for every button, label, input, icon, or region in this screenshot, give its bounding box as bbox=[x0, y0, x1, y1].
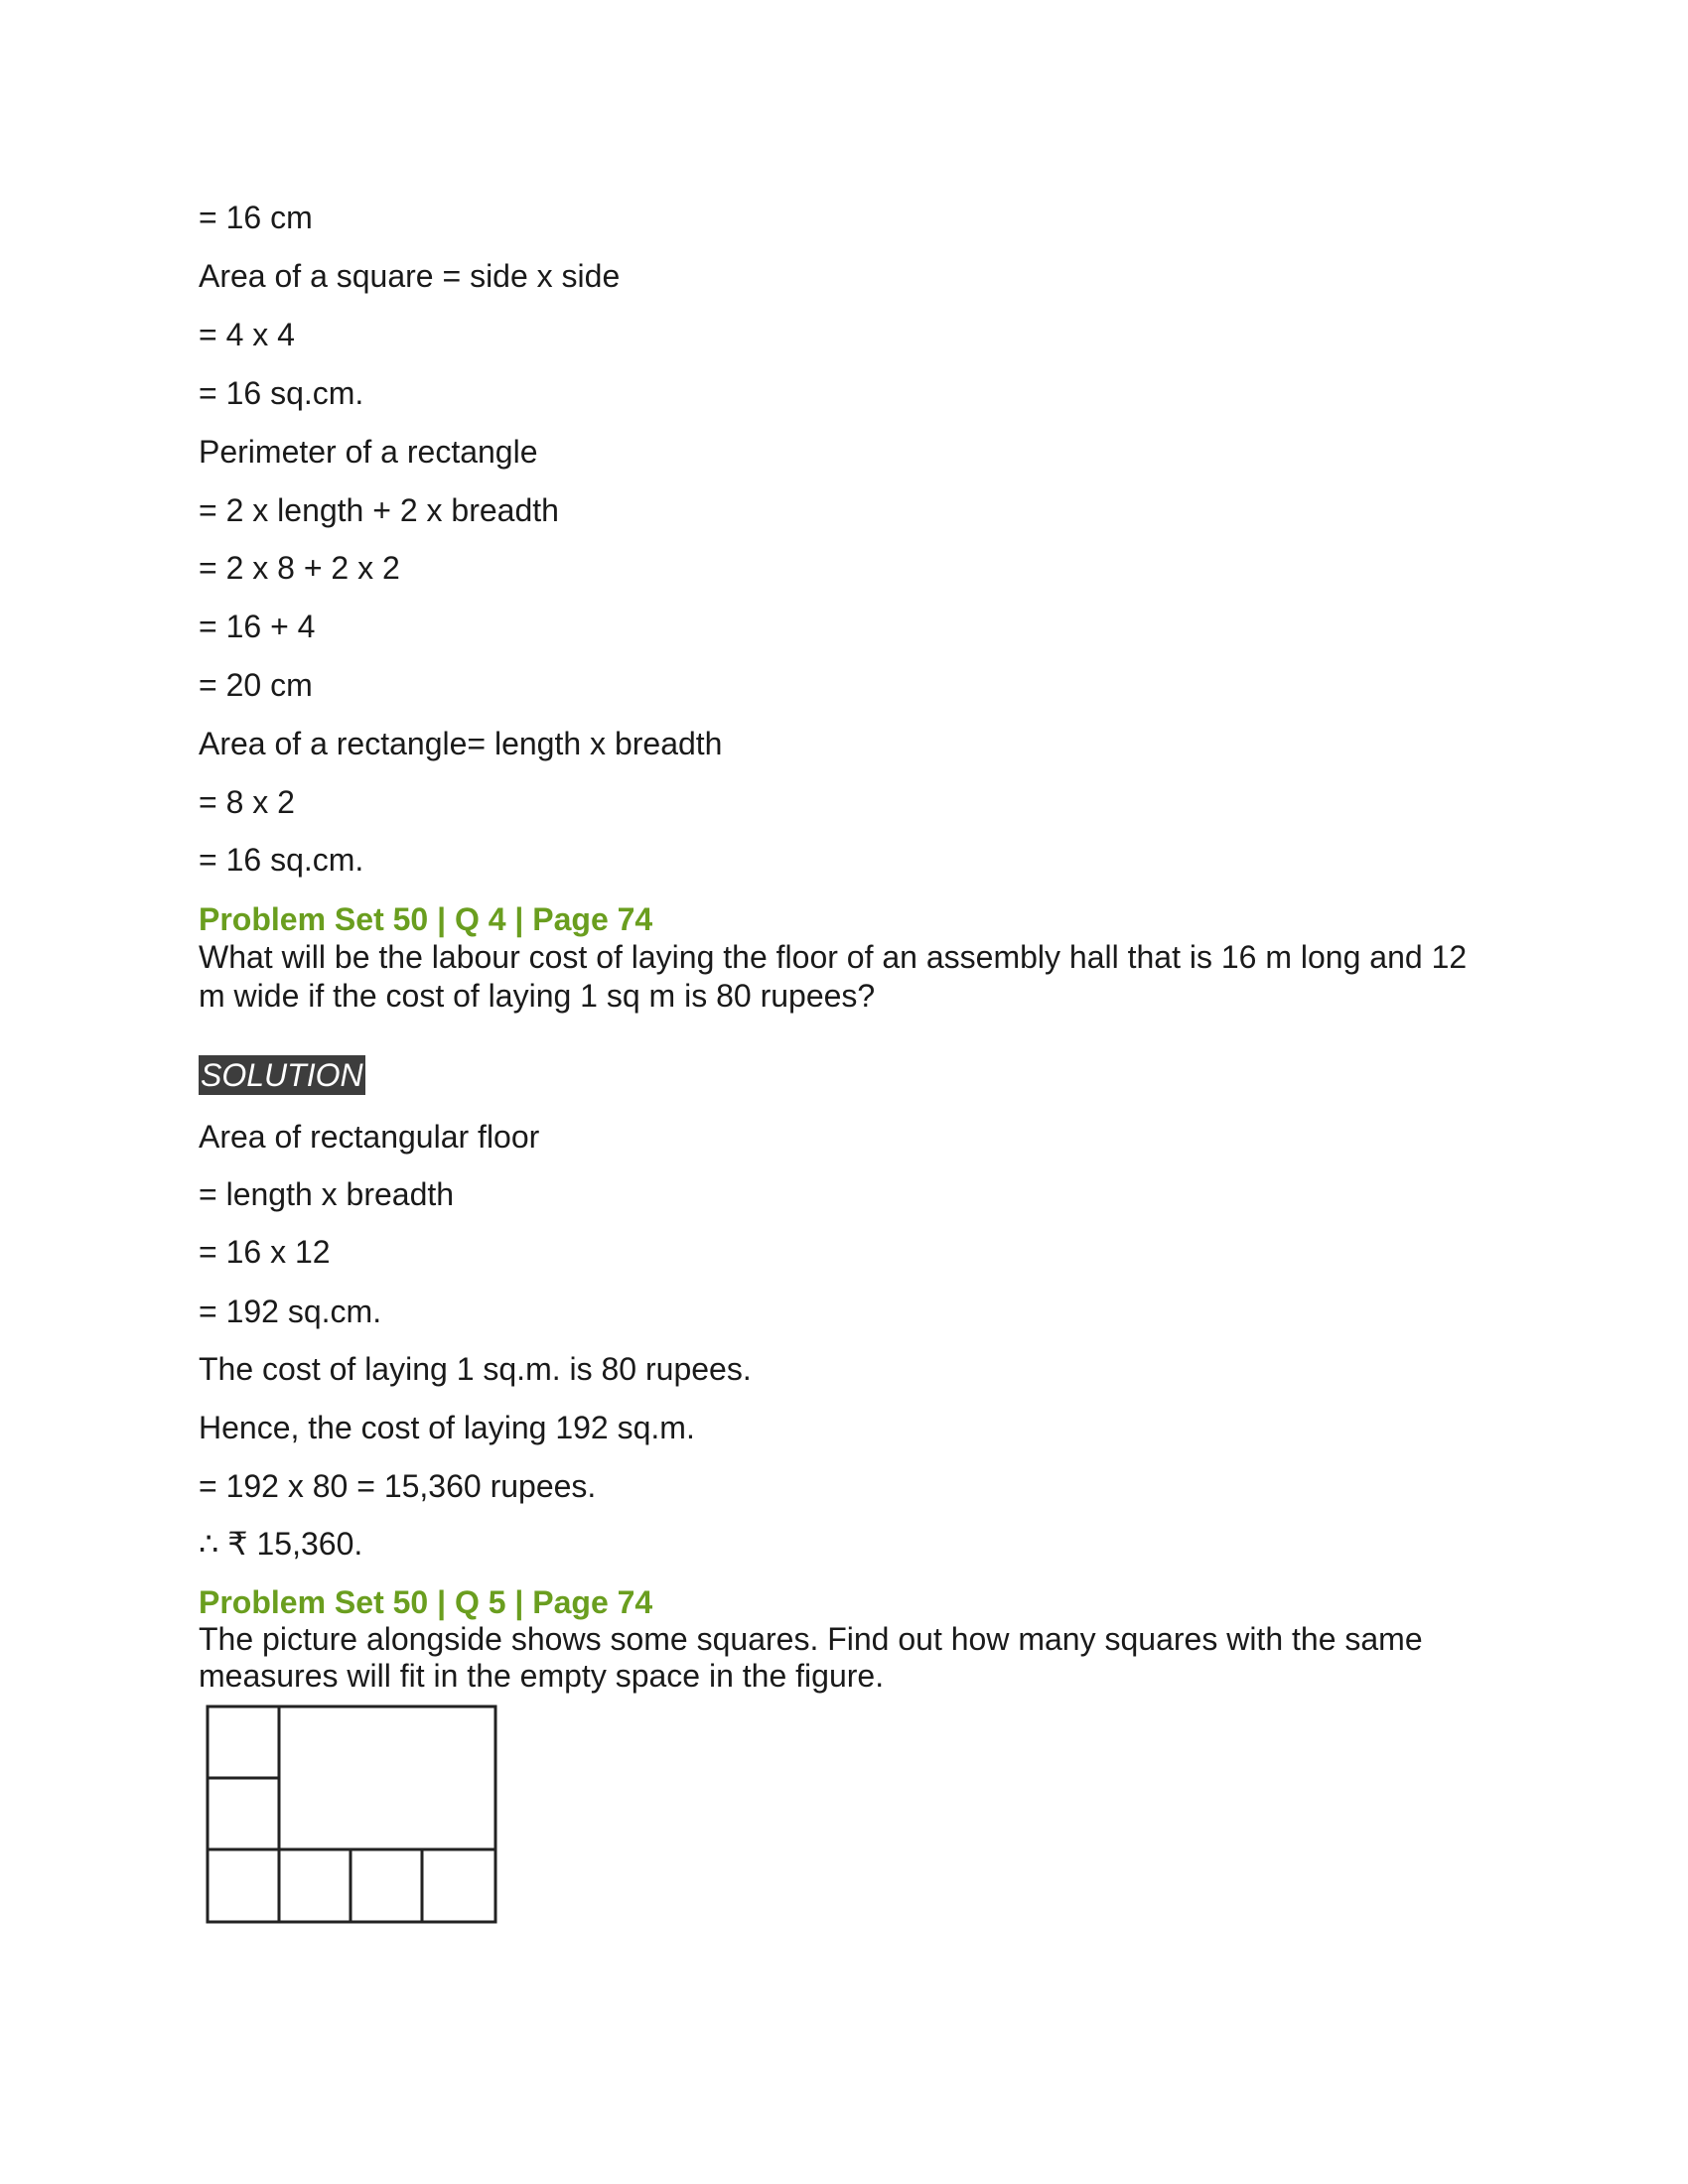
figure-square bbox=[208, 1849, 279, 1922]
squares-figure bbox=[205, 1704, 502, 1927]
q4-heading[interactable]: Problem Set 50 | Q 4 | Page 74 bbox=[199, 901, 653, 937]
solution-line: = length x breadth bbox=[199, 1176, 455, 1212]
solution-line: The cost of laying 1 sq.m. is 80 rupees. bbox=[199, 1351, 752, 1387]
solution-line: = 2 x length + 2 x breadth bbox=[199, 492, 559, 528]
solution-line: Area of a rectangle= length x breadth bbox=[199, 726, 723, 761]
solution-line: Area of a square = side x side bbox=[199, 258, 621, 294]
q5-heading[interactable]: Problem Set 50 | Q 5 | Page 74 bbox=[199, 1584, 653, 1620]
solution-line: ∴ ₹ 15,360. bbox=[199, 1526, 363, 1562]
solution-line: = 2 x 8 + 2 x 2 bbox=[199, 550, 400, 586]
figure-square bbox=[208, 1706, 279, 1778]
q4-solution-badge: SOLUTION bbox=[201, 1057, 363, 1093]
figure-square bbox=[208, 1778, 279, 1849]
solution-line: = 16 + 4 bbox=[199, 609, 316, 644]
solution-line: = 16 x 12 bbox=[199, 1234, 331, 1270]
solution-line: = 16 cm bbox=[199, 200, 313, 235]
solution-line: = 192 sq.cm. bbox=[199, 1294, 382, 1329]
q5-question: The picture alongside shows some squares. Find out how many squares with the same measures will fit in the empty space in the figure. bbox=[199, 1621, 1423, 1694]
solution-line: = 16 sq.cm. bbox=[199, 375, 364, 411]
solution-line: = 4 x 4 bbox=[199, 317, 295, 352]
figure-square bbox=[279, 1849, 351, 1922]
solution-line: = 20 cm bbox=[199, 667, 313, 703]
figure-square bbox=[351, 1849, 422, 1922]
solution-line: Area of rectangular floor bbox=[199, 1119, 540, 1155]
solution-line: Hence, the cost of laying 192 sq.m. bbox=[199, 1410, 695, 1445]
solution-line: = 16 sq.cm. bbox=[199, 842, 364, 878]
solution-line: = 8 x 2 bbox=[199, 784, 295, 820]
solution-line: Perimeter of a rectangle bbox=[199, 434, 538, 470]
q4-question: What will be the labour cost of laying the floor of an assembly hall that is 16 m long and 12 m wide if the cost of laying 1 sq m is 80 rupees? bbox=[199, 939, 1468, 1014]
figure-square bbox=[422, 1849, 495, 1922]
solution-line: = 192 x 80 = 15,360 rupees. bbox=[199, 1468, 597, 1504]
